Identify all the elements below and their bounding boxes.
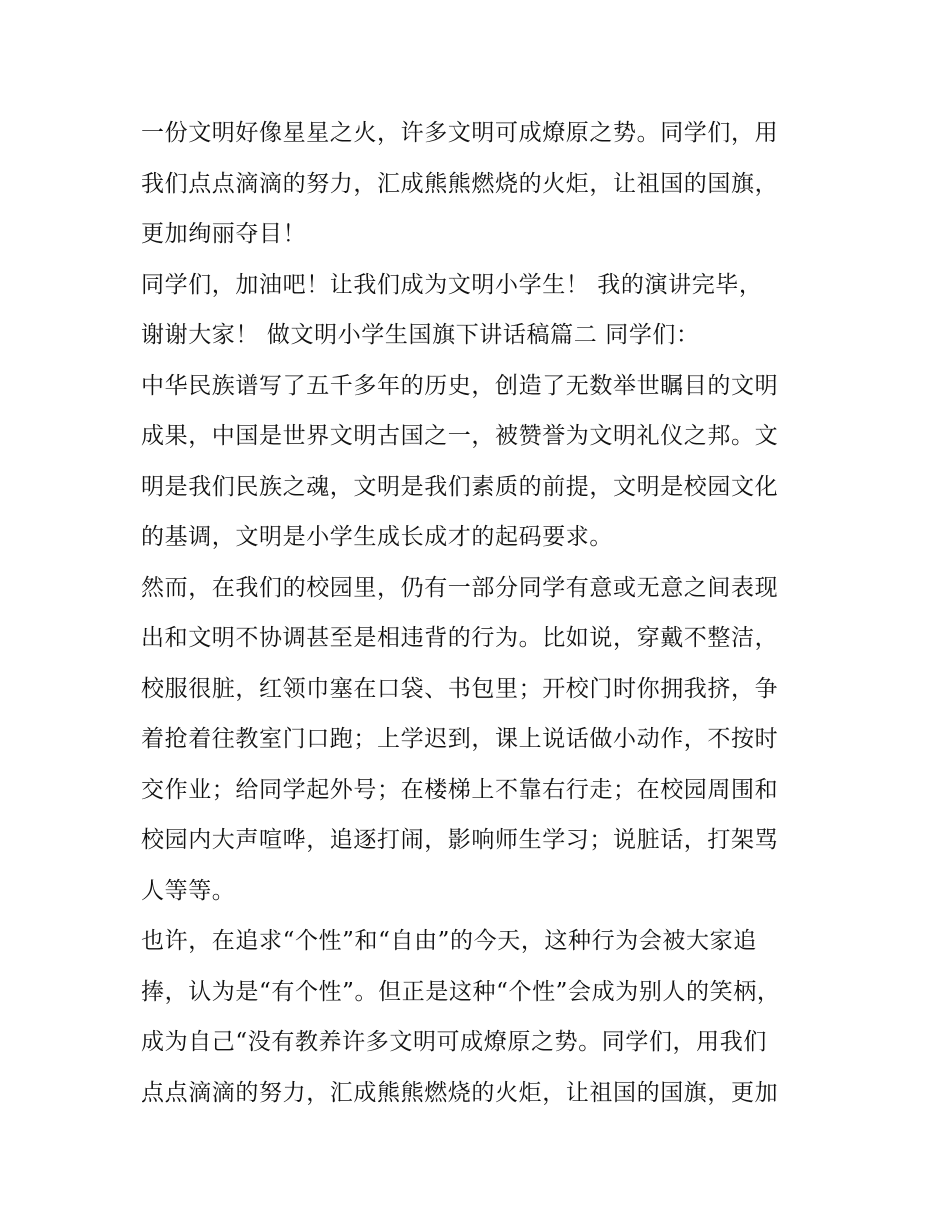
text-line-15: 校园内大声喧哗，追逐打闹，影响师生学习；说脏话，打架骂 xyxy=(141,827,779,853)
text-line-11: 出和文明不协调甚至是相违背的行为。比如说，穿戴不整洁， xyxy=(141,625,779,651)
text-line-10: 然而，在我们的校园里，仍有一部分同学有意或无意之间表现 xyxy=(141,574,779,601)
text-line-17: 也许，在追求“个性”和“自由”的今天，这种行为会被大家追 xyxy=(141,928,757,954)
text-line-5: 谢谢大家！ 做文明小学生国旗下讲话稿篇二 同学们： xyxy=(141,322,700,348)
text-line-1: 一份文明好像星星之火，许多文明可成燎原之势。同学们，用 xyxy=(141,120,779,146)
text-line-18: 捧，认为是“有个性”。但正是这种“个性”会成为别人的笑柄， xyxy=(141,978,781,1005)
text-line-13: 着抢着往教室门口跑；上学迟到，课上说话做小动作，不按时 xyxy=(141,726,779,752)
text-line-20: 点点滴滴的努力，汇成熊熊燃烧的火炬，让祖国的国旗，更加 xyxy=(141,1079,779,1106)
text-line-6: 中华民族谱写了五千多年的历史，创造了无数举世瞩目的文明 xyxy=(141,372,779,399)
text-line-7: 成果，中国是世界文明古国之一，被赞誉为文明礼仪之邦。文 xyxy=(141,423,779,449)
text-line-4: 同学们，加油吧！让我们成为文明小学生！ 我的演讲完毕， xyxy=(141,271,763,298)
text-line-16: 人等等。 xyxy=(141,877,236,904)
text-line-3: 更加绚丽夺目！ xyxy=(141,221,307,247)
text-line-19: 成为自己“没有教养许多文明可成燎原之势。同学们，用我们 xyxy=(141,1029,767,1055)
document-body xyxy=(141,108,821,1118)
text-line-14: 交作业；给同学起外号；在楼梯上不靠右行走；在校园周围和 xyxy=(141,776,779,803)
text-line-12: 校服很脏，红领巾塞在口袋、书包里；开校门时你拥我挤，争 xyxy=(141,675,779,702)
text-line-2: 我们点点滴滴的努力，汇成熊熊燃烧的火炬，让祖国的国旗， xyxy=(141,170,779,197)
text-line-8: 明是我们民族之魂，文明是我们素质的前提，文明是校园文化 xyxy=(141,473,779,500)
text-line-9: 的基调，文明是小学生成长成才的起码要求。 xyxy=(141,524,613,550)
